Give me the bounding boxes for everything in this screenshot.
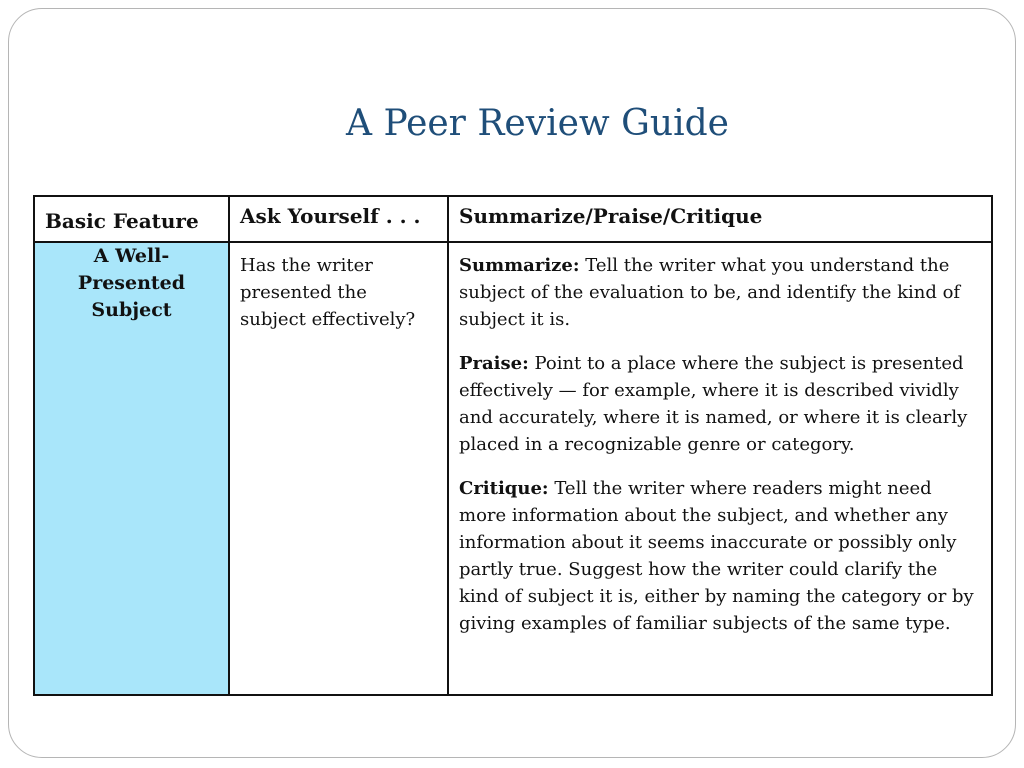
critique-text: Tell the writer where readers might need more information about the subject, and whether any information about it seems inaccurate or possibly only partly true. Suggest how the writer could clarify the kind of subject it is, either by naming the category or by giving examples of familiar subjects of the same type.	[459, 478, 974, 634]
praise-term: Praise:	[459, 353, 529, 374]
critique-term: Critique:	[459, 478, 549, 499]
praise-paragraph	[459, 350, 981, 458]
header-basic-feature: Basic Feature	[34, 196, 229, 242]
header-summarize-praise-critique: Summarize/Praise/Critique	[448, 196, 992, 242]
ask-cell: Has the writer presented the subject effectively?	[229, 242, 448, 695]
table-row	[34, 242, 992, 695]
peer-review-table	[33, 195, 993, 696]
critique-paragraph	[459, 475, 981, 637]
summarize-text: Tell the writer what you understand the subject of the evaluation to be, and identify the kind of subject it is.	[459, 255, 961, 330]
table-header-row	[34, 196, 992, 242]
summarize-term: Summarize:	[459, 255, 580, 276]
feature-cell: A Well-Presented Subject	[34, 242, 229, 695]
slide-title: A Peer Review Guide	[346, 103, 729, 144]
summary-cell	[448, 242, 992, 695]
header-ask-yourself: Ask Yourself . . .	[229, 196, 448, 242]
praise-text: Point to a place where the subject is presented effectively — for example, where it is described vividly and accurately, where it is named, or where it is clearly placed in a recognizable genre or category.	[459, 353, 968, 455]
summarize-paragraph	[459, 252, 981, 333]
